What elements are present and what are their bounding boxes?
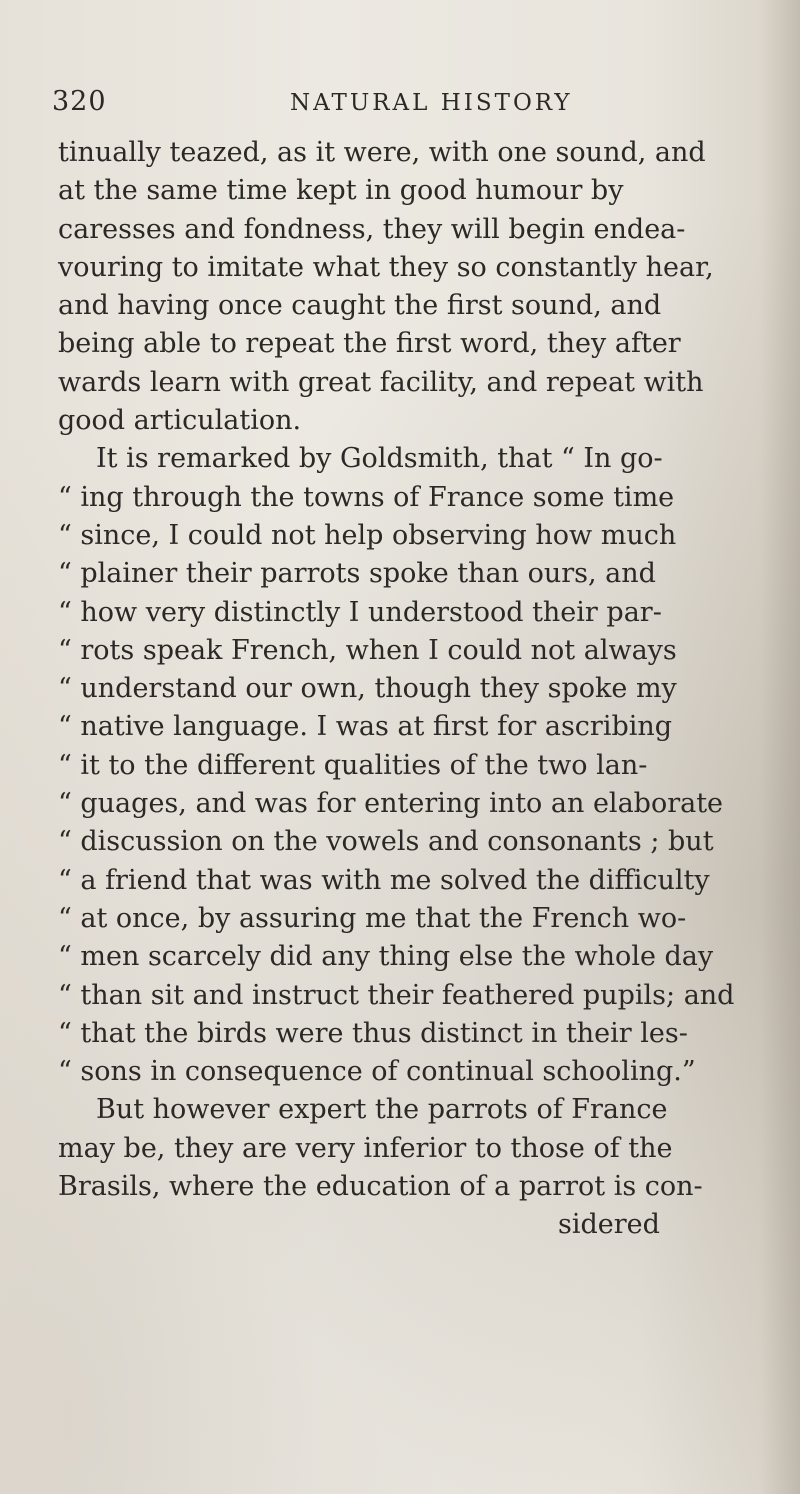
quoted-line: “ discussion on the vowels and consonants ; but	[58, 826, 714, 858]
quoted-line: “ that the birds were thus distinct in their les-	[58, 1017, 688, 1049]
body-text	[58, 134, 758, 1245]
text-line: good articulation.	[58, 405, 302, 437]
catchword: sidered	[558, 1209, 660, 1241]
running-head: NATURAL HISTORY	[290, 90, 573, 116]
quoted-line: “ rots speak French, when I could not always	[58, 634, 677, 666]
text-line: being able to repeat the first word, they after	[58, 328, 681, 360]
text-line: caresses and fondness, they will begin endea-	[58, 213, 686, 245]
quoted-line: “ sons in consequence of continual schooling.”	[58, 1056, 696, 1088]
text-line: may be, they are very inferior to those of the	[58, 1132, 673, 1164]
quoted-line: “ how very distinctly I understood their par-	[58, 596, 662, 628]
quoted-line: “ since, I could not help observing how much	[58, 519, 677, 551]
paragraph-start-line: It is remarked by Goldsmith, that “ In go-	[96, 443, 663, 475]
quoted-line: “ at once, by assuring me that the French wo-	[58, 902, 687, 934]
page-number: 320	[52, 86, 107, 117]
text-line: at the same time kept in good humour by	[58, 175, 624, 207]
quoted-line: “ ing through the towns of France some time	[58, 481, 675, 513]
quoted-line: “ men scarcely did any thing else the whole day	[58, 941, 714, 973]
page-edge-shadow	[760, 0, 800, 1494]
text-line: tinually teazed, as it were, with one sound, and	[58, 137, 706, 168]
text-line: and having once caught the first sound, and	[58, 290, 662, 322]
quoted-line: “ understand our own, though they spoke my	[58, 673, 677, 705]
text-line: Brasils, where the education of a parrot is con-	[58, 1171, 703, 1203]
page-header	[0, 86, 800, 126]
text-line: wards learn with great facility, and repeat with	[58, 366, 704, 398]
quoted-line: “ it to the different qualities of the two lan-	[58, 749, 648, 781]
quoted-line: “ guages, and was for entering into an elaborate	[58, 788, 724, 820]
quoted-line: “ a friend that was with me solved the difficulty	[58, 864, 710, 896]
text-line: vouring to imitate what they so constantly hear,	[58, 251, 714, 283]
paragraph-start-line: But however expert the parrots of France	[96, 1094, 668, 1126]
quoted-line: “ native language. I was at first for ascribing	[58, 711, 673, 743]
quoted-line: “ than sit and instruct their feathered pupils; and	[58, 979, 735, 1011]
quoted-line: “ plainer their parrots spoke than ours, and	[58, 558, 656, 590]
